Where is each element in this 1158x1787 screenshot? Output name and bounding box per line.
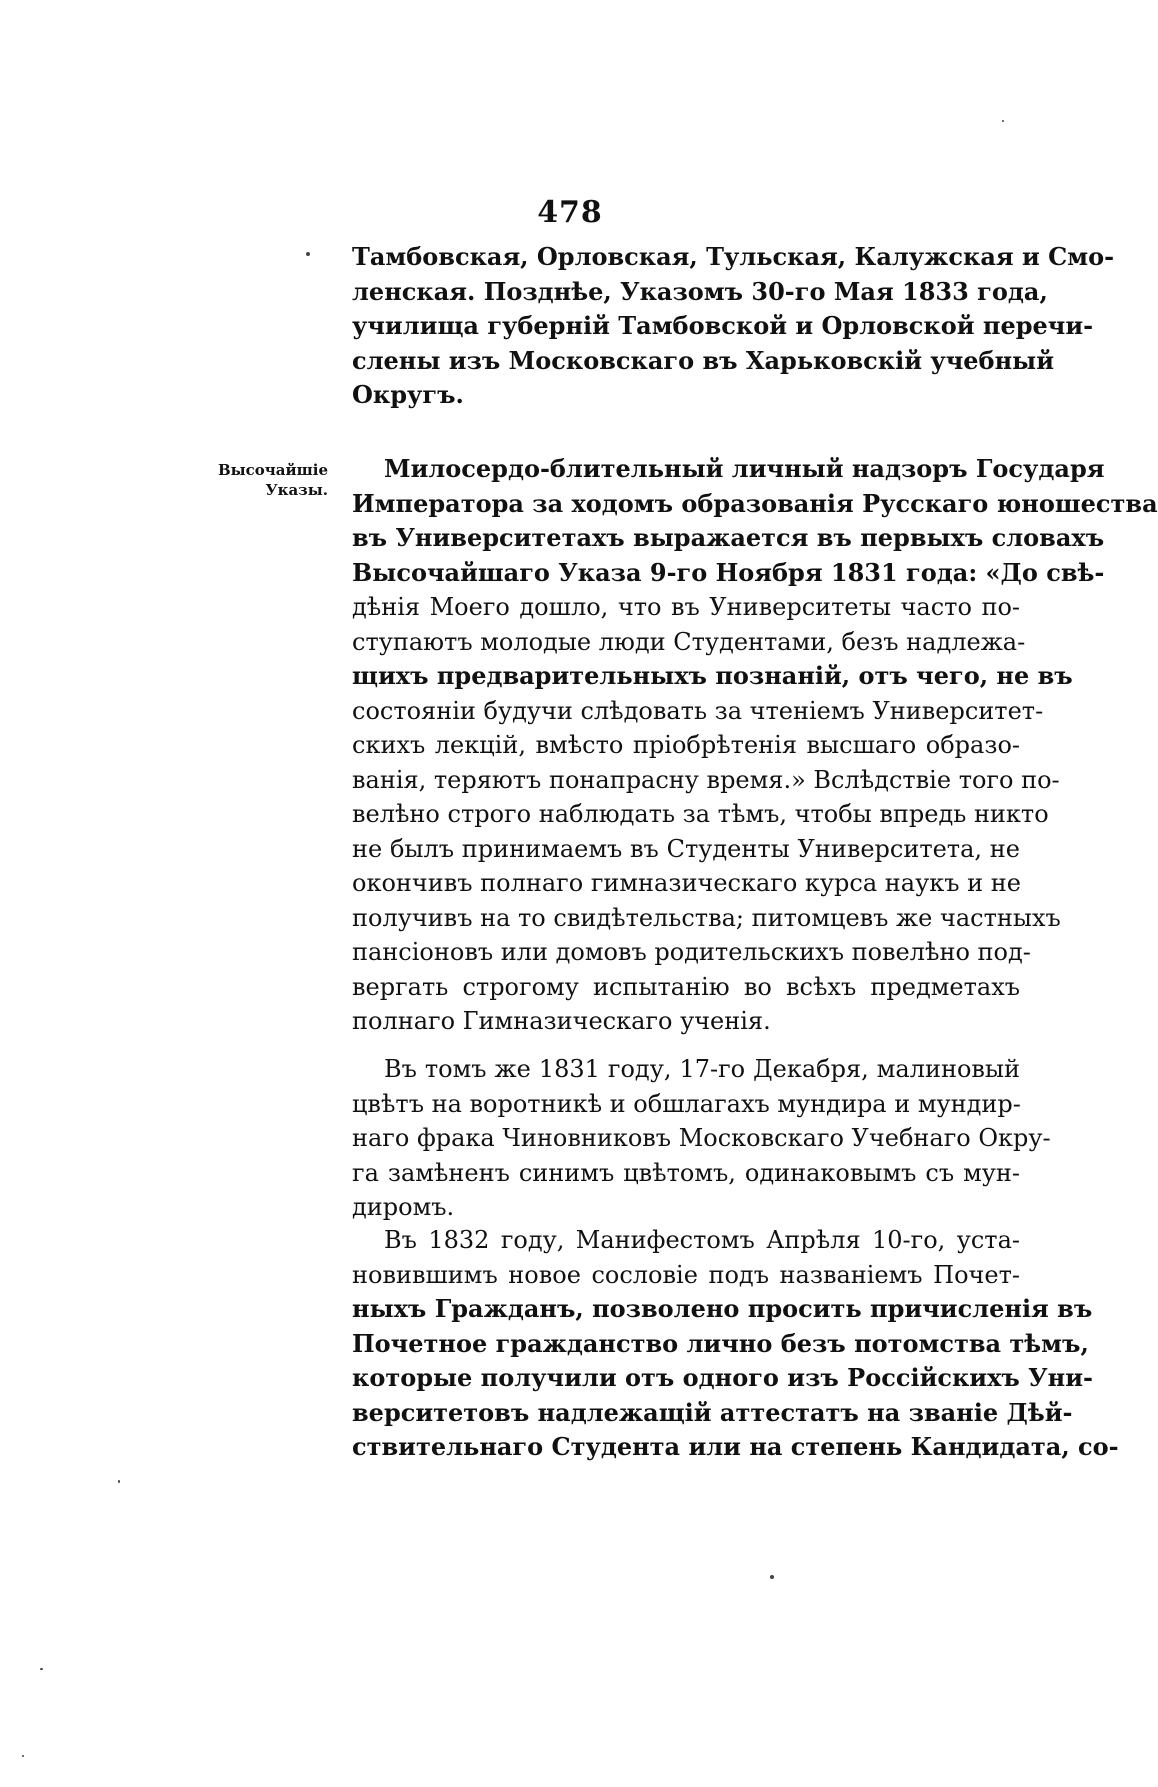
scan-speck — [1002, 120, 1004, 122]
paragraph-uniform-color — [352, 1052, 1051, 1225]
text-line: дѣнія Моего дошло, что въ Университеты часто по- — [352, 593, 1020, 621]
text-line: Округъ. — [352, 380, 464, 409]
text-line: ступаютъ молодые люди Студентами, безъ надлежа- — [352, 627, 1026, 656]
paragraph-continuation — [352, 240, 1115, 413]
page-number: 478 — [537, 195, 603, 230]
text-line: ленская. Позднѣе, Указомъ 30-го Мая 1833 года, — [352, 276, 1048, 306]
text-line: Почетное гражданство лично безъ потомства тѣмъ, — [352, 1328, 1089, 1358]
text-line: велѣно строго наблюдать за тѣмъ, чтобы впредь никто — [352, 800, 1049, 828]
text-line: которые получили отъ одного изъ Россійскихъ Уни- — [352, 1363, 1093, 1392]
marginal-note: Высочайшіе Указы. — [217, 461, 328, 499]
text-line: вергать строгому испытанію во всѣхъ предметахъ — [352, 972, 1020, 1001]
text-line: га замѣненъ синимъ цвѣтомъ, одинаковымъ съ мун- — [352, 1158, 1020, 1187]
text-line: не былъ принимаемъ въ Студенты Университета, не — [352, 834, 1020, 863]
text-line: Милосердо-блительный личный надзоръ Государя — [384, 454, 1105, 483]
text-line: Императора за ходомъ образованія Русскаго юношества — [352, 488, 1158, 518]
text-line: ствительнаго Студента или на степень Кандидата, со- — [352, 1432, 1119, 1461]
text-line: новившимъ новое сословіе подъ названіемъ Почет- — [352, 1260, 1020, 1289]
text-line: верситетовъ надлежащій аттестатъ на званіе Дѣй- — [352, 1397, 1073, 1427]
text-line: Въ 1832 году, Манифестомъ Апрѣля 10-го, уста- — [384, 1226, 1020, 1254]
text-line: диромъ. — [352, 1193, 455, 1221]
paragraph-honorary-citizens — [352, 1223, 1119, 1465]
text-line: Высочайшаго Указа 9-го Ноября 1831 года: «До свѣ- — [352, 557, 1105, 587]
scan-speck — [40, 1668, 43, 1670]
text-line: получивъ на то свидѣтельства; питомцевъ же частныхъ — [352, 903, 1061, 932]
text-line: щихъ предварительныхъ познаній, отъ чего, не въ — [352, 661, 1073, 690]
text-line: скихъ лекцій, вмѣсто пріобрѣтенія высшаго образо- — [352, 731, 1020, 759]
text-line: Тамбовская, Орловская, Тульская, Калужская и Смо- — [352, 242, 1115, 271]
scan-speck — [22, 1755, 24, 1757]
text-line: Въ томъ же 1831 году, 17-го Декабря, малиновый — [384, 1055, 1020, 1083]
text-line: наго фрака Чиновниковъ Московскаго Учебнаго Окру- — [352, 1124, 1051, 1152]
scan-speck — [770, 1575, 774, 1579]
text-line: слены изъ Московскаго въ Харьковскій учебный — [352, 345, 1054, 375]
text-line: цвѣтъ на воротникѣ и обшлагахъ мундира и мундир- — [352, 1089, 1021, 1118]
text-line: полнаго Гимназическаго ученія. — [352, 1007, 771, 1035]
paragraph-imperial-decree — [352, 452, 1158, 1039]
scan-speck — [118, 1480, 120, 1483]
text-line: училища губерній Тамбовской и Орловской перечи- — [352, 311, 1094, 340]
scan-speck — [306, 252, 310, 256]
text-line: окончивъ полнаго гимназическаго курса наукъ и не — [352, 869, 1021, 897]
text-line: пансіоновъ или домовъ родительскихъ повелѣно под- — [352, 938, 1031, 966]
text-line: ныхъ Гражданъ, позволено просить причисленія въ — [352, 1294, 1093, 1323]
text-line: состояніи будучи слѣдовать за чтеніемъ Университет- — [352, 696, 1044, 725]
text-line: въ Университетахъ выражается въ первыхъ словахъ — [352, 523, 1105, 552]
text-line: ванія, теряютъ понапрасну время.» Вслѣдствіе того по- — [352, 765, 1060, 794]
